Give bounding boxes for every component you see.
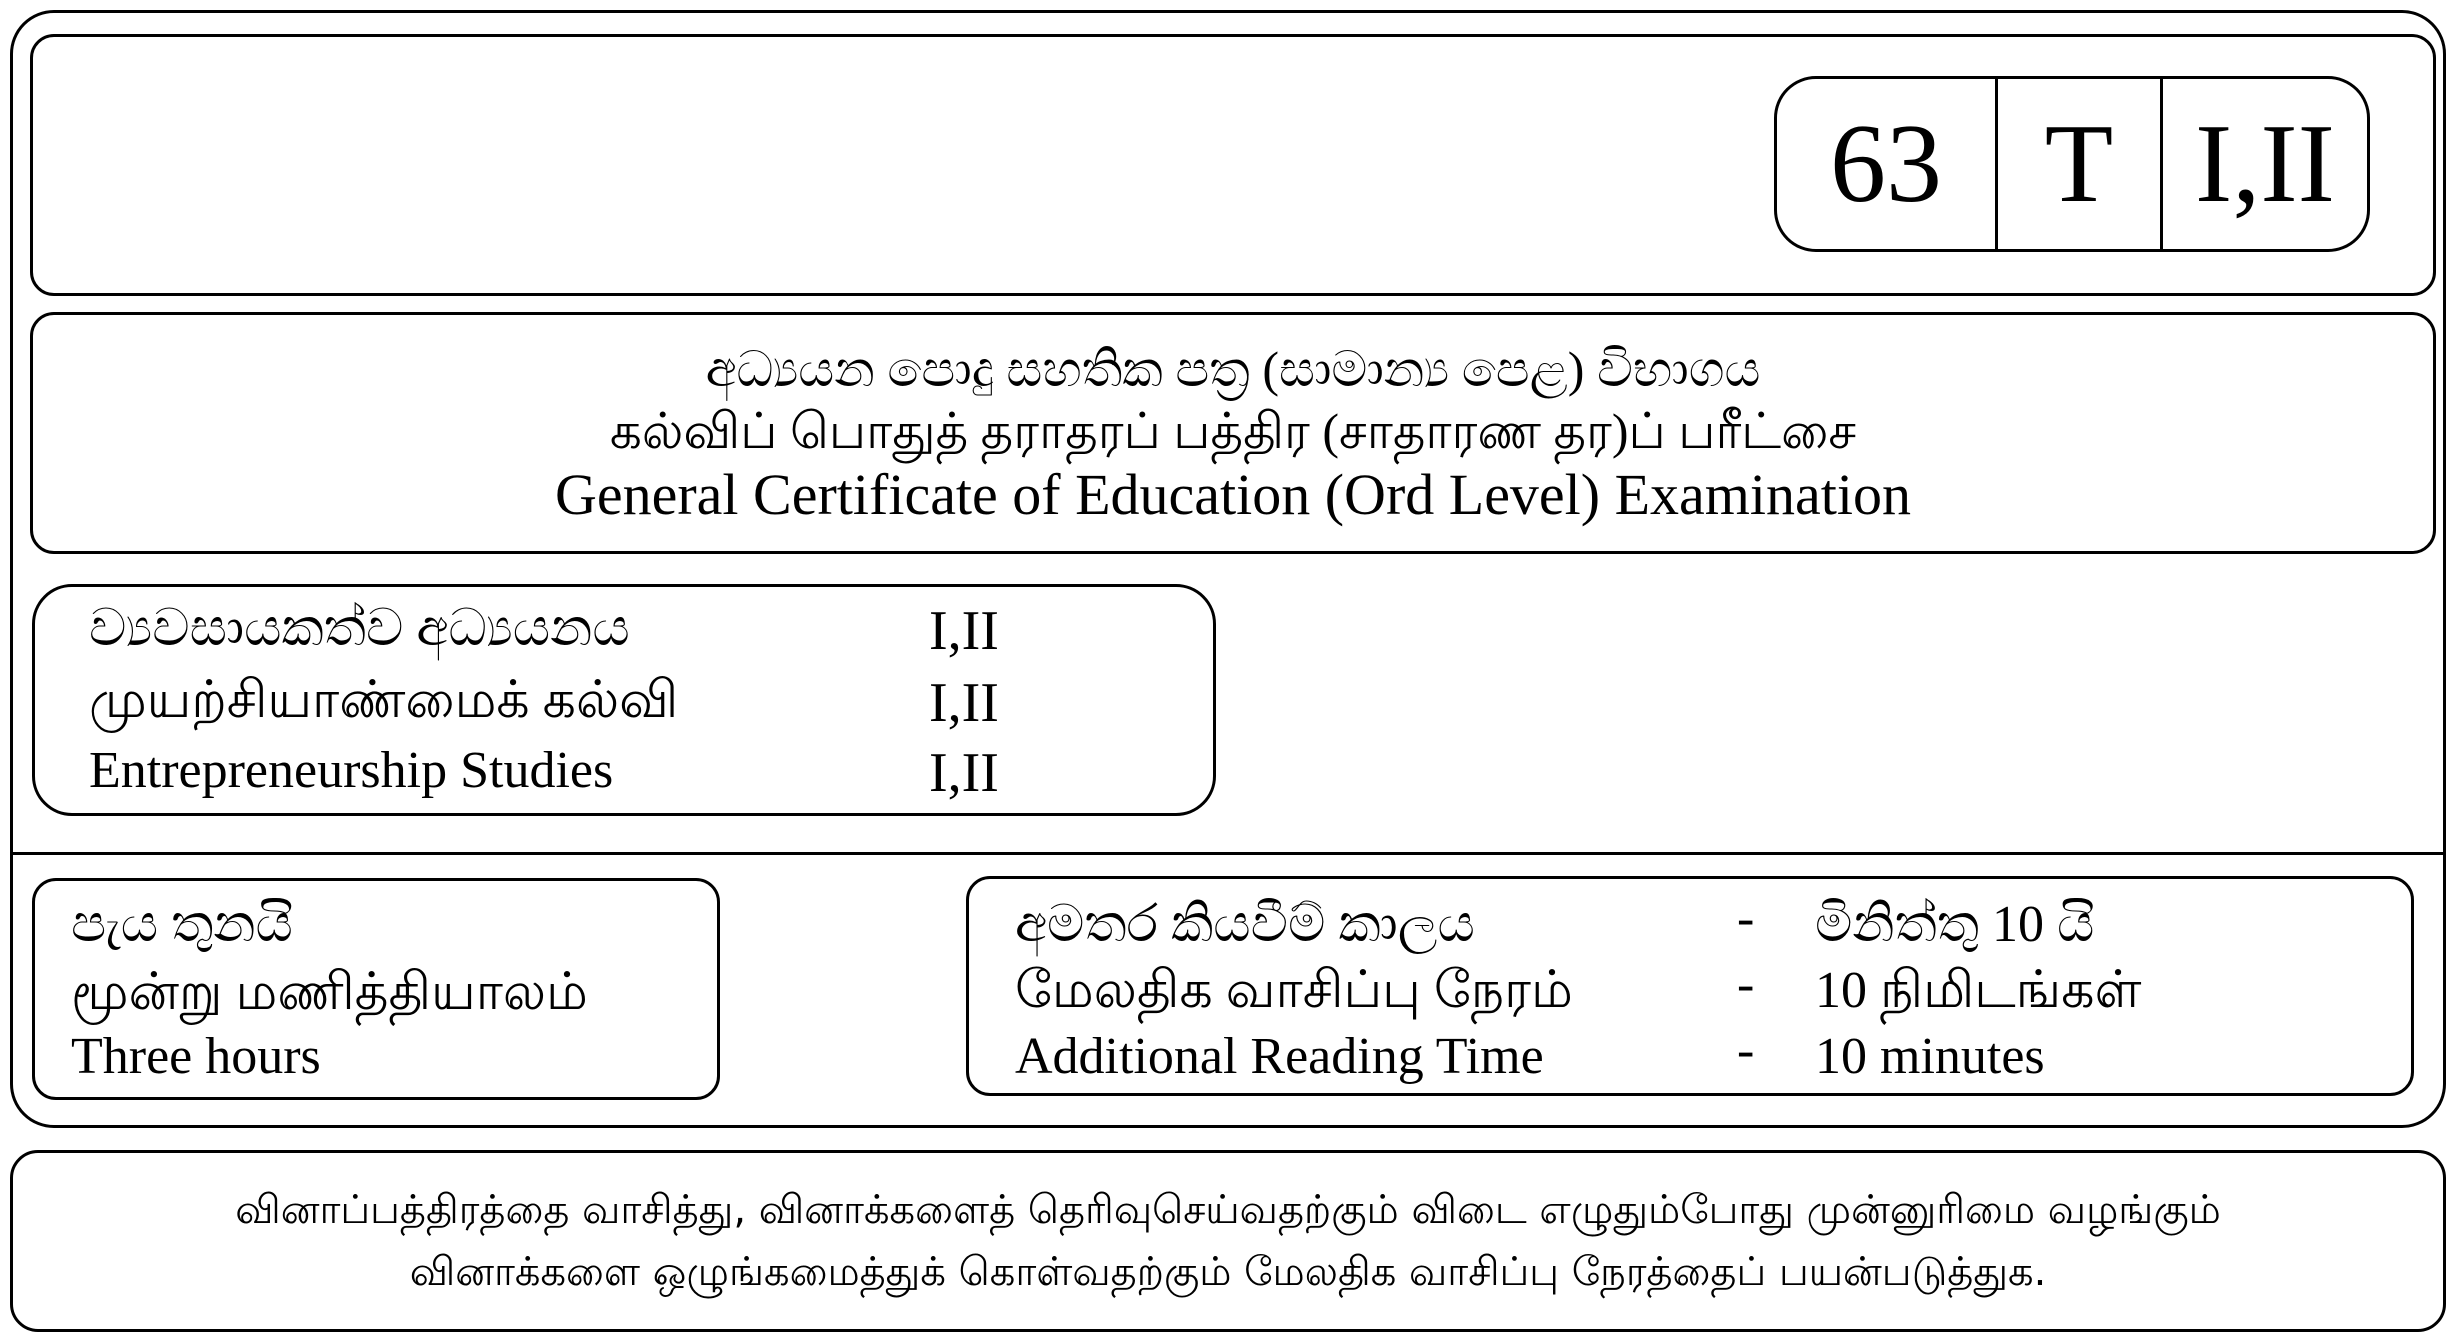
subject-name-tamil: முயற்சியாண்மைக் கல்வி <box>89 672 679 729</box>
medium-code: T <box>1998 79 2163 249</box>
duration-sinhala: පැය තුනයි <box>71 896 293 953</box>
duration-box <box>32 878 720 1100</box>
subject-paper-tamil: I,II <box>929 672 999 734</box>
subject-row-english <box>89 741 999 804</box>
instruction-line-1: வினாப்பத்திரத்தை வாசித்து, வினாக்களைத் தெரிவுசெய்வதற்கும் விடை எழுதும்போது முன்னுரிமை வழங்கும் <box>235 1187 2221 1233</box>
subject-number: 63 <box>1777 79 1998 249</box>
subject-row-sinhala <box>89 599 999 662</box>
exam-title-box <box>30 312 2436 554</box>
reading-dash-tamil: - <box>1737 956 1755 1013</box>
subject-name-sinhala: ව්‍යවසායකත්ව අධ්‍යයනය <box>89 600 630 657</box>
exam-title-english: General Certificate of Education (Ord Level) Examination <box>555 462 1911 527</box>
reading-value-english: 10 minutes <box>1815 1028 2045 1085</box>
reading-label-sinhala: අමතර කියවීම් කාලය <box>1015 896 1475 953</box>
exam-title-tamil: கல்விப் பொதுத் தராதரப் பத்திர (சாதாரண தர)ப் பரீட்சை <box>609 403 1857 459</box>
duration-tamil: மூன்று மணித்தியாலம் <box>71 964 588 1021</box>
instruction-box <box>10 1150 2446 1332</box>
paper-numbers: I,II <box>2195 101 2335 226</box>
reading-time-box <box>966 876 2414 1096</box>
subject-paper-sinhala: I,II <box>929 600 999 662</box>
paper-code-box <box>1774 76 2370 252</box>
reading-value-tamil: 10 நிமிடங்கள் <box>1815 962 2142 1019</box>
subject-paper-english: I,II <box>929 742 999 804</box>
section-divider <box>12 852 2444 855</box>
exam-title-sinhala: අධ්‍යයන පොදු සහතික පත්‍ර (සාමාන්‍ය පෙළ) විභාගය <box>705 341 1761 397</box>
reading-dash-english: - <box>1737 1022 1755 1079</box>
reading-label-tamil: மேலதிக வாசிப்பு நேரம் <box>1015 962 1573 1019</box>
subject-box <box>32 584 1216 816</box>
reading-value-sinhala: මිනිත්තු 10 යි <box>1815 896 2095 953</box>
duration-english: Three hours <box>71 1028 321 1085</box>
subject-row-tamil <box>89 671 999 737</box>
instruction-line-2: வினாக்களை ஒழுங்கமைத்துக் கொள்வதற்கும் மேலதிக வாசிப்பு நேரத்தைப் பயன்படுத்துக. <box>409 1249 2047 1295</box>
reading-label-english: Additional Reading Time <box>1015 1028 1544 1085</box>
subject-name-english: Entrepreneurship Studies <box>89 742 614 799</box>
reading-dash-sinhala: - <box>1737 890 1755 947</box>
